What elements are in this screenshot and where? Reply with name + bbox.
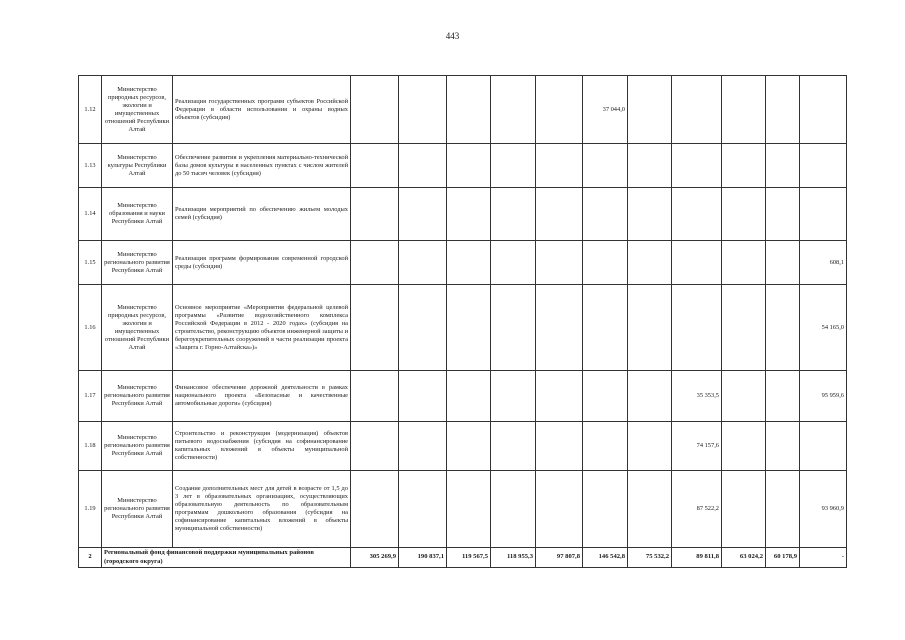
table-row [79,371,847,422]
value-cell [766,471,800,548]
value-cell [399,471,447,548]
value-cell [722,241,766,285]
value-cell [351,76,399,144]
value-cell [766,422,800,471]
value-cell [536,471,583,548]
table-row [79,422,847,471]
value-cell [766,76,800,144]
value-cell [447,471,491,548]
value-cell [722,285,766,371]
value-cell: 146 542,8 [583,548,628,568]
value-cell [351,144,399,188]
value-cell: 89 811,8 [672,548,722,568]
value-cell: 74 157,6 [672,422,722,471]
value-cell [399,241,447,285]
row-description: Реализация государственных программ субъектов Российской Федерации в области использования и охраны водных объектов (субсидия) [173,76,351,144]
value-cell [447,241,491,285]
table-row [79,241,847,285]
value-cell [491,471,536,548]
budget-table [78,75,847,568]
value-cell: 54 165,0 [800,285,847,371]
value-cell [766,371,800,422]
value-cell [399,144,447,188]
value-cell: 95 959,6 [800,371,847,422]
value-cell: 93 960,9 [800,471,847,548]
value-cell [722,144,766,188]
value-cell [536,76,583,144]
value-cell: 60 178,9 [766,548,800,568]
value-cell [722,471,766,548]
value-cell [536,241,583,285]
row-number: 2 [79,548,102,568]
row-description: Реализация мероприятий по обеспечению жильем молодых семей (субсидия) [173,188,351,241]
value-cell [583,471,628,548]
value-cell [351,471,399,548]
value-cell [536,422,583,471]
row-description: Финансовое обеспечение дорожной деятельности в рамках национального проекта «Безопасные и качественные автомобильные дороги» (субсидия) [173,371,351,422]
row-description: Реализация программ формирования современной городской среды (субсидия) [173,241,351,285]
row-description: Обеспечение развития и укрепления материально-технической базы домов культуры в населенных пунктах с числом жителей до 50 тысяч человек (субсидия) [173,144,351,188]
value-cell [766,144,800,188]
value-cell [800,422,847,471]
value-cell: 63 024,2 [722,548,766,568]
table-row [79,285,847,371]
value-cell [583,285,628,371]
value-cell: 37 044,0 [583,76,628,144]
value-cell [447,371,491,422]
value-cell [536,285,583,371]
value-cell [672,188,722,241]
value-cell [351,241,399,285]
value-cell [800,76,847,144]
value-cell [628,76,672,144]
ministry-name: Министерство культуры Республики Алтай [102,144,173,188]
value-cell [399,371,447,422]
row-number: 1.19 [79,471,102,548]
value-cell [628,144,672,188]
value-cell [722,422,766,471]
row-number: 1.13 [79,144,102,188]
value-cell: 87 522,2 [672,471,722,548]
ministry-name: Министерство образования и науки Республики Алтай [102,188,173,241]
row-number: 1.14 [79,188,102,241]
total-description: Региональный фонд финансовой поддержки муниципальных районов (городского округа) [102,548,351,568]
value-cell: 118 955,3 [491,548,536,568]
value-cell: 75 532,2 [628,548,672,568]
ministry-name: Министерство природных ресурсов, экологии и имущественных отношений Республики Алтай [102,285,173,371]
value-cell [491,371,536,422]
ministry-name: Министерство регионального развития Республики Алтай [102,471,173,548]
row-number: 1.12 [79,76,102,144]
value-cell [351,371,399,422]
ministry-name: Министерство регионального развития Республики Алтай [102,371,173,422]
table-row [79,76,847,144]
value-cell [672,144,722,188]
value-cell [628,241,672,285]
value-cell: 608,1 [800,241,847,285]
value-cell [491,188,536,241]
value-cell [491,144,536,188]
value-cell [583,188,628,241]
value-cell [628,422,672,471]
value-cell: 35 353,5 [672,371,722,422]
value-cell [583,422,628,471]
value-cell: 119 567,5 [447,548,491,568]
value-cell [447,76,491,144]
value-cell [766,241,800,285]
row-description: Строительство и реконструкция (модернизация) объектов питьевого водоснабжения (субсидия на софинансирование капитальных вложений в объекты муниципальной собственности) [173,422,351,471]
value-cell [583,371,628,422]
value-cell [351,188,399,241]
value-cell [351,285,399,371]
row-number: 1.18 [79,422,102,471]
value-cell [399,422,447,471]
value-cell: 190 837,1 [399,548,447,568]
value-cell [672,241,722,285]
value-cell [399,188,447,241]
table-row [79,144,847,188]
value-cell [536,144,583,188]
value-cell: 97 807,8 [536,548,583,568]
value-cell [399,285,447,371]
value-cell: - [800,548,847,568]
value-cell [583,241,628,285]
value-cell [628,285,672,371]
value-cell [491,241,536,285]
value-cell [491,285,536,371]
value-cell [722,188,766,241]
value-cell [722,371,766,422]
value-cell [583,144,628,188]
table-row [79,188,847,241]
value-cell [491,422,536,471]
ministry-name: Министерство регионального развития Республики Алтай [102,241,173,285]
value-cell [491,76,536,144]
value-cell [447,422,491,471]
value-cell: 305 269,9 [351,548,399,568]
row-number: 1.16 [79,285,102,371]
value-cell [447,188,491,241]
value-cell [766,285,800,371]
value-cell [672,76,722,144]
value-cell [672,285,722,371]
ministry-name: Министерство природных ресурсов, экологии и имущественных отношений Республики Алтай [102,76,173,144]
value-cell [351,422,399,471]
value-cell [399,76,447,144]
row-description: Создание дополнительных мест для детей в возрасте от 1,5 до 3 лет в образовательных организациях, осуществляющих образовательную деятельность по образовательным программам дошкольного образования (субсидия на софинансирование капитальных вложений в объекты муниципальной собственности) [173,471,351,548]
value-cell [628,471,672,548]
value-cell [447,144,491,188]
page-number: 443 [445,31,460,41]
value-cell [536,188,583,241]
value-cell [628,188,672,241]
value-cell [722,76,766,144]
value-cell [628,371,672,422]
ministry-name: Министерство регионального развития Республики Алтай [102,422,173,471]
row-description: Основное мероприятие «Мероприятия федеральной целевой программы «Развитие водохозяйственного комплекса Российской Федерации в 2012 - 2020 годах» (субсидия на строительство, реконструкцию объектов инженерной защиты и берегоукрепительных сооружений в части реализации проекта «Защита г. Горно-Алтайска»)» [173,285,351,371]
value-cell [800,144,847,188]
value-cell [447,285,491,371]
value-cell [766,188,800,241]
row-number: 1.15 [79,241,102,285]
table-row [79,471,847,548]
total-row [79,548,847,568]
value-cell [800,188,847,241]
row-number: 1.17 [79,371,102,422]
value-cell [536,371,583,422]
